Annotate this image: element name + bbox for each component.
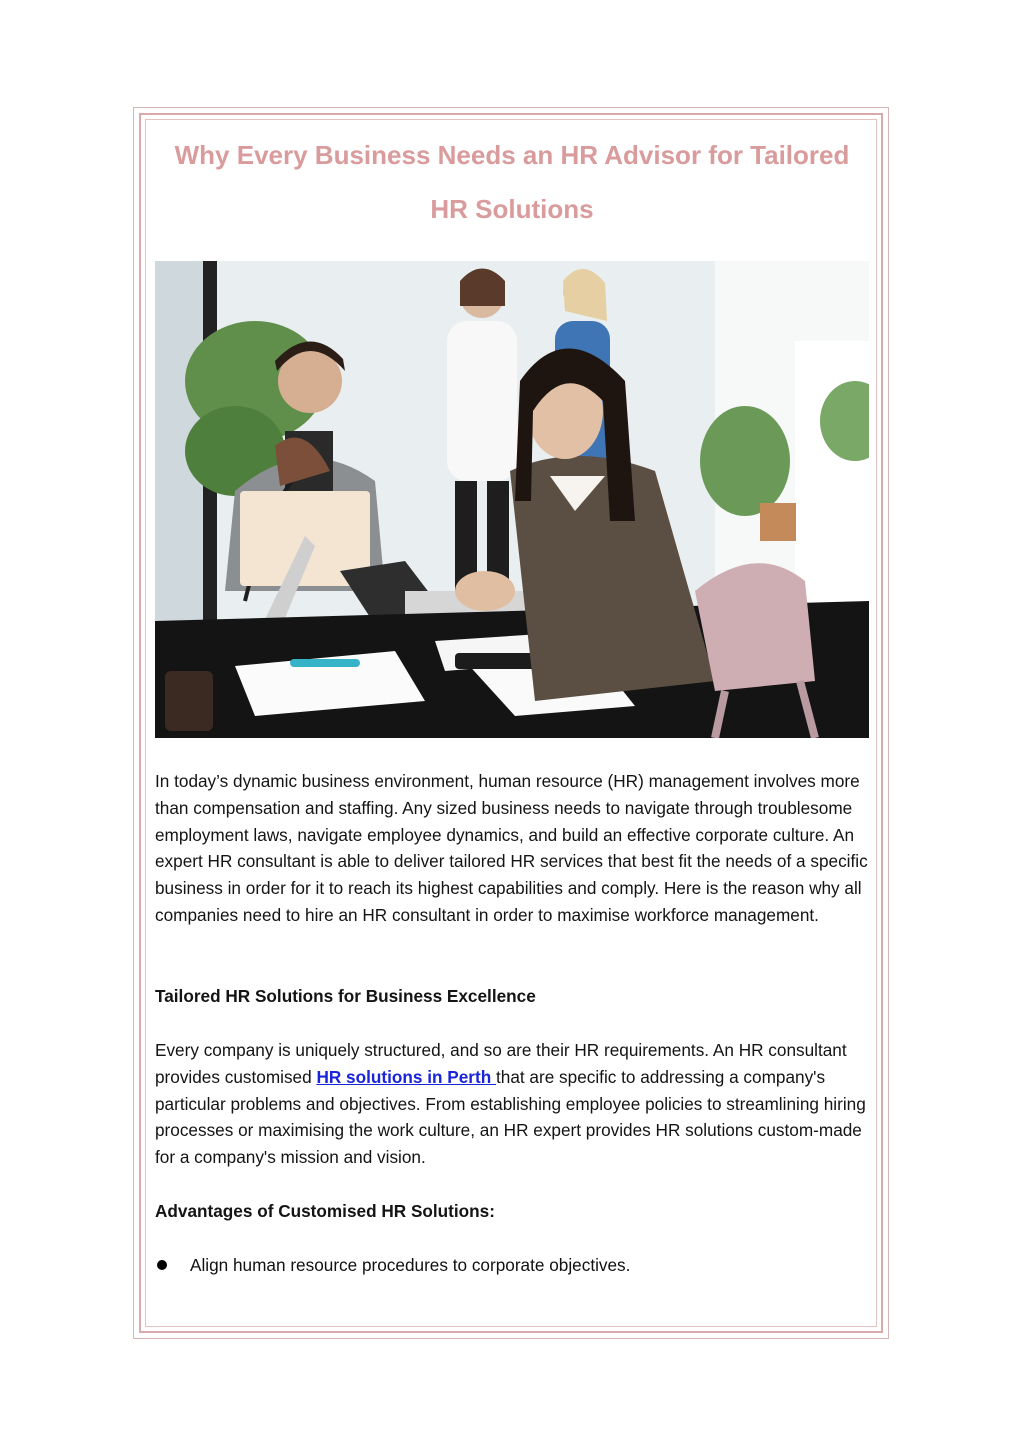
document-title-line-2: HR Solutions (430, 194, 594, 224)
bullet-dot-icon (157, 1260, 167, 1270)
hr-solutions-perth-link[interactable]: HR solutions in Perth (316, 1066, 496, 1087)
paragraph-text-before-link: Every company is uniquely structured, and so are their HR requirements. An HR consultant provides customised (155, 1040, 847, 1087)
section-heading-advantages: Advantages of Customised HR Solutions: (155, 1201, 495, 1221)
intro-paragraph: In today’s dynamic business environment, human resource (HR) management involves more than compensation and staffing. Any sized business needs to navigate through troublesome employment laws, navigate employee dynamics, and build an effective corporate culture. An expert HR consultant is able to deliver tailored HR services that best fit the needs of a specific business in order for it to reach its highest capabilities and comply. Here is the reason why all companies need to hire an HR consultant in order to maximise workforce management. (155, 771, 868, 925)
bullet-text: Align human resource procedures to corporate objectives. (190, 1255, 631, 1275)
paragraph-text-after-link: that are specific to addressing a company's particular problems and objectives. From establishing employee policies to streamlining hiring processes or maximising the work culture, an HR expert provides HR solutions custom-made for a company's mission and vision. (155, 1066, 866, 1168)
document-title-line-1: Why Every Business Needs an HR Advisor for Tailored (174, 140, 850, 170)
office-team-photo (155, 261, 869, 738)
tailored-solutions-paragraph (155, 1037, 871, 1171)
section-heading-tailored-solutions: Tailored HR Solutions for Business Excellence (155, 986, 536, 1006)
document-title (155, 128, 869, 236)
